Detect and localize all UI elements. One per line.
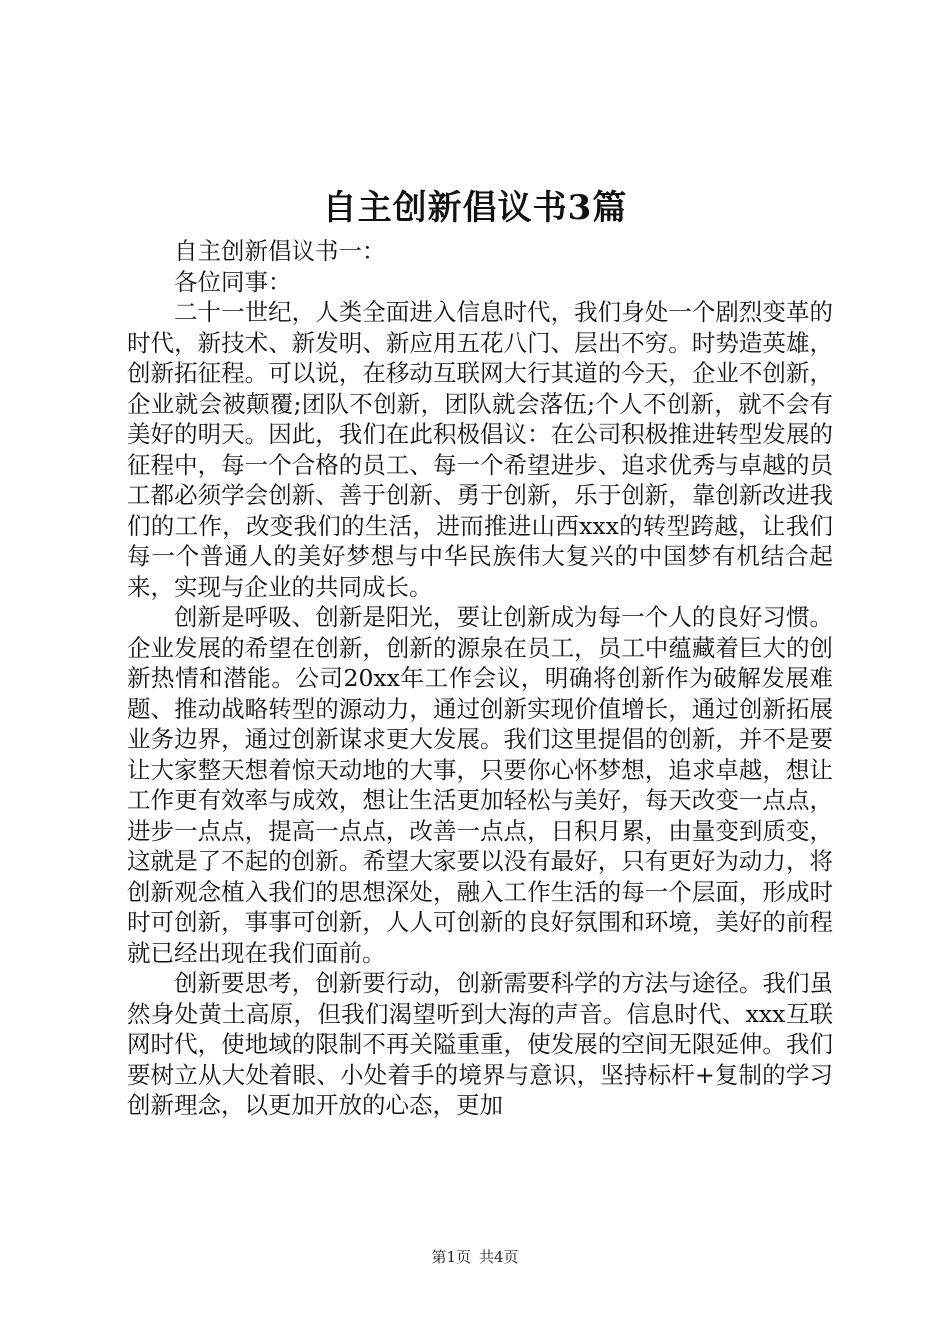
document-body	[127, 236, 833, 1121]
paragraph-3: 创新要思考，创新要行动，创新需要科学的方法与途径。我们虽然身处黄土高原，但我们渴望听到大海的声音。信息时代、xxx互联网时代，使地域的限制不再关隘重重，使发展的空间无限延伸。我们要树立从大处着眼、小处着手的境界与意识，坚持标杆+复制的学习创新理念，以更加开放的心态，更加	[127, 969, 833, 1119]
section-heading: 自主创新倡议书一：	[174, 237, 386, 265]
salutation: 各位同事：	[174, 267, 292, 296]
document-title: 自主创新倡议书3篇	[322, 188, 628, 228]
paragraph-1: 二十一世纪，人类全面进入信息时代，我们身处一个剧烈变革的时代，新技术、新发明、新应用五花八门、层出不穷。时势造英雄，创新拓征程。可以说，在移动互联网大行其道的今天，企业不创新，企业就会被颠覆;团队不创新，团队就会落伍;个人不创新，就不会有美好的明天。因此，我们在此积极倡议：在公司积极推进转型发展的征程中，每一个合格的员工、每一个希望进步、追求优秀与卓越的员工都必须学会创新、善于创新、勇于创新，乐于创新，靠创新改进我们的工作，改变我们的生活，进而推进山西xxx的转型跨越，让我们每一个普通人的美好梦想与中华民族伟大复兴的中国梦有机结合起来，实现与企业的共同成长。	[127, 298, 833, 601]
page-number: 第1页	[431, 1248, 471, 1266]
page-total: 共4页	[479, 1248, 519, 1266]
paragraph-2: 创新是呼吸、创新是阳光，要让创新成为每一个人的良好习惯。企业发展的希望在创新，创新的源泉在员工，员工中蕴藏着巨大的创新热情和潜能。公司20xx年工作会议，明确将创新作为破解发展难题、推动战略转型的源动力，通过创新实现价值增长，通过创新拓展业务边界，通过创新谋求更大发展。我们这里提倡的创新，并不是要让大家整天想着惊天动地的大事，只要你心怀梦想，追求卓越，想让工作更有效率与成效，想让生活更加轻松与美好，每天改变一点点，进步一点点，提高一点点，改善一点点，日积月累，由量变到质变，这就是了不起的创新。希望大家要以没有最好，只有更好为动力，将创新观念植入我们的思想深处，融入工作生活的每一个层面，形成时时可创新，事事可创新，人人可创新的良好氛围和环境，美好的前程就已经出现在我们面前。	[127, 603, 833, 967]
page-footer	[0, 1247, 950, 1267]
